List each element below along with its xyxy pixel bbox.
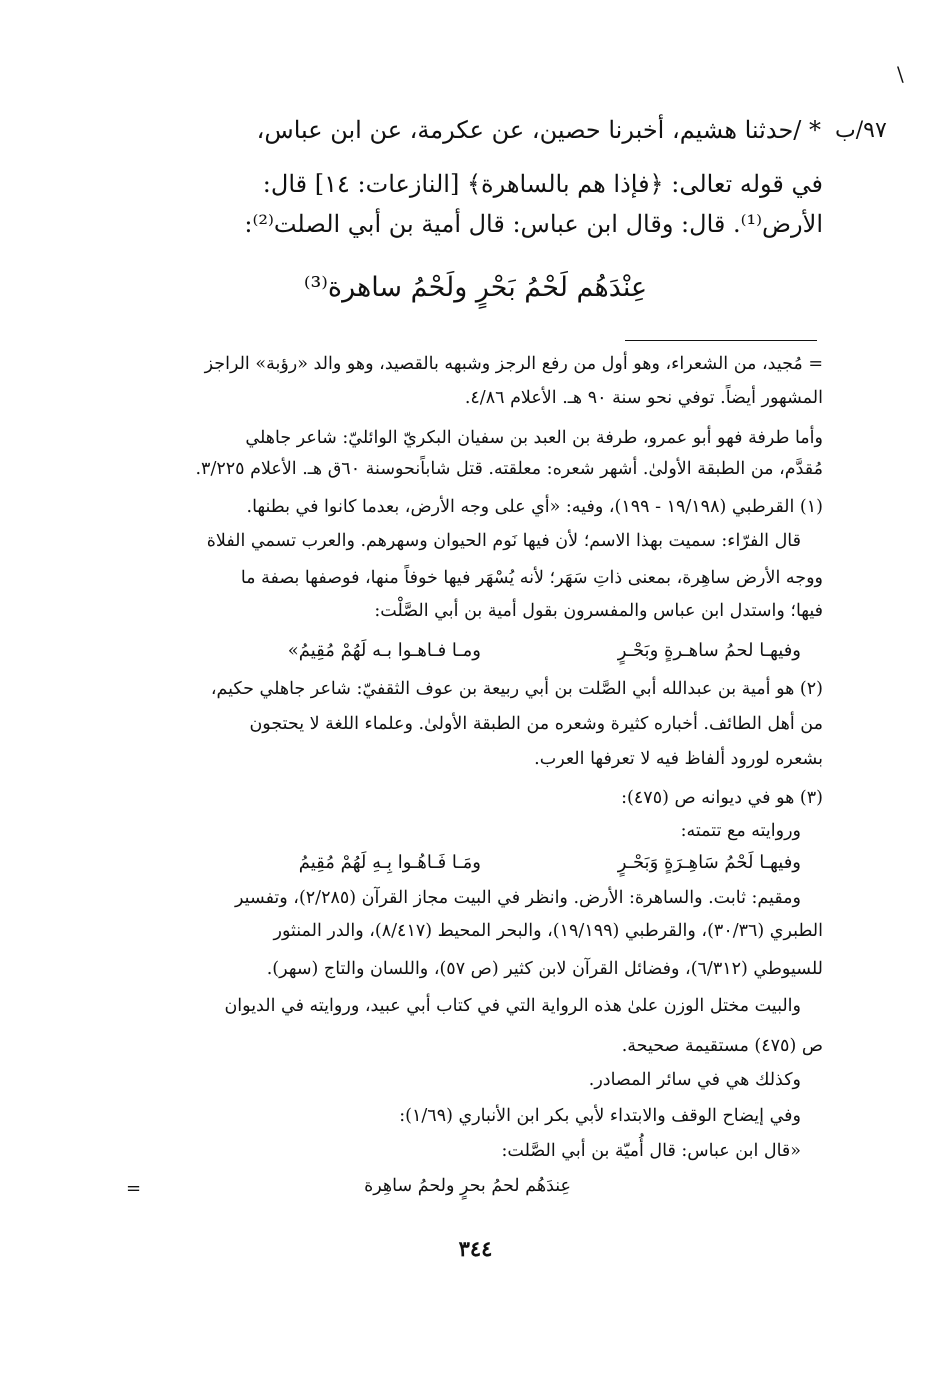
footnote-line: وأما طرفة فهو أبو عمرو، طرفة بن العبد بن سفيان البكريّ الوائليّ: شاعر جاهلي (245, 428, 823, 448)
footnote-line: وروايته مع تتمته: (680, 821, 801, 841)
corner-mark: \ (897, 62, 904, 86)
footnote-line: وفي إيضاح الوقف والابتداء لأبي بكر ابن الأنباري (١/٦٩): (399, 1106, 801, 1126)
main-text-line-2: في قوله تعالى: ﴿فإذا هم بالساهرة﴾ [النازعات: ١٤] قال: (262, 170, 823, 198)
footnote-3-start: (٣) هو في ديوانه ص (٤٧٥): (621, 788, 823, 808)
footnote-line: = مُجيد، من الشعراء، وهو أول من رفع الرجز وشبهه بالقصيد، وهو والد «رؤبة» الراجز (204, 354, 823, 374)
footnote-line: والبيت مختل الوزن علىٰ هذه الرواية التي في كتاب أبي عبيد، وروايته في الديوان (224, 996, 801, 1016)
footnote-line: للسيوطي (٦/٣١٢)، وفضائل القرآن لابن كثير (ص ٥٧)، واللسان والتاج (سهر). (266, 959, 823, 979)
footnote-quote-line: «قال ابن عباس: قال أُميّة بن أبي الصَّلت: (501, 1141, 801, 1161)
main-text-line-1: * /حدثنا هشيم، أخبرنا حصين، عن عكرمة، عن ابن عباس، (256, 116, 821, 144)
footnote-line: ومقيم: ثابت. والساهرة: الأرض. وانظر في البيت مجاز القرآن (٢/٢٨٥)، وتفسير (235, 888, 801, 908)
page-number: ٣٤٤ (458, 1236, 493, 1261)
footnote-verse-hemistich-1: وفيهـا لَحْمُ سَاهِـرَةٍ وَبَحْـرٍ (617, 852, 801, 873)
footnote-line: ووجه الأرض ساهِرة، بمعنى ذاتِ سَهَر؛ لأنه يُسْهَر فيها خوفاً منها، فوصفها بصفة ما (240, 568, 823, 588)
footnote-line: بشعره لورود ألفاظ فيه لا تعرفها العرب. (534, 749, 823, 769)
manuscript-folio-marker: ٩٧/ب (835, 118, 887, 143)
footnote-line: المشهور أيضاً. توفي نحو سنة ٩٠ هـ. الأعلام ٤/٨٦. (464, 388, 823, 408)
poem-verse: عِنْدَهُم لَحْمُ بَحْرٍ ولَحْمُ ساهرة⁽³⁾ (303, 272, 648, 303)
footnote-line: مُقدَّم، من الطبقة الأولىٰ. أشهر شعره: معلقته. قتل شاباًنحوسنة ٦٠ق هـ. الأعلام ٣/٢٢٥. (195, 459, 823, 479)
footnote-line: من أهل الطائف. أخباره كثيرة وشعره من الطبقة الأولىٰ. وعلماء اللغة لا يحتجون (249, 714, 823, 734)
footnote-line: الطبري (٣٠/٣٦)، والقرطبي (١٩/١٩٩)، والبحر المحيط (٨/٤١٧)، والدر المنثور (273, 921, 823, 941)
footnote-separator (625, 340, 817, 341)
continuation-mark: = (126, 1178, 142, 1199)
footnote-line: قال الفرّاء: سميت بهذا الاسم؛ لأن فيها نَوم الحيوان وسهرهم. والعرب تسمي الفلاة (206, 531, 801, 551)
footnote-1-start: (١) القرطبي (١٩/١٩٨ - ١٩٩)، وفيه: «أي على وجه الأرض، بعدما كانوا في بطنها. (246, 497, 823, 517)
footnote-verse-hemistich-2: ومَـا فَـاهُـوا بِـهِ لَهُمْ مُقِيمُ (298, 852, 481, 873)
footnote-quoted-verse: عِندَهُم لحمُ بحرٍ ولحمُ ساهِرة (364, 1176, 571, 1196)
footnote-line: وكذلك هي في سائر المصادر. (588, 1070, 801, 1090)
footnote-line: فيها؛ واستدل ابن عباس والمفسرون بقول أمية بن أبي الصَّلْت: (374, 601, 823, 621)
main-text-line-3: الأرض⁽¹⁾. قال: وقال ابن عباس: قال أمية بن أبي الصلت⁽²⁾: (244, 210, 823, 238)
footnote-verse-hemistich-2: ومـا فـاهـوا بـه لَهُمْ مُقِيمُ» (287, 640, 481, 661)
footnote-2-start: (٢) هو أمية بن عبدالله أبي الصَّلت بن أبي ربيعة بن عوف الثقفيّ: شاعر جاهلي حكيم، (210, 679, 823, 699)
footnote-line: ص (٤٧٥) مستقيمة صحيحة. (621, 1036, 823, 1056)
footnote-verse-hemistich-1: وفيهـا لحمُ ساهـرةٍ وبَحْـرٍ (617, 640, 801, 661)
